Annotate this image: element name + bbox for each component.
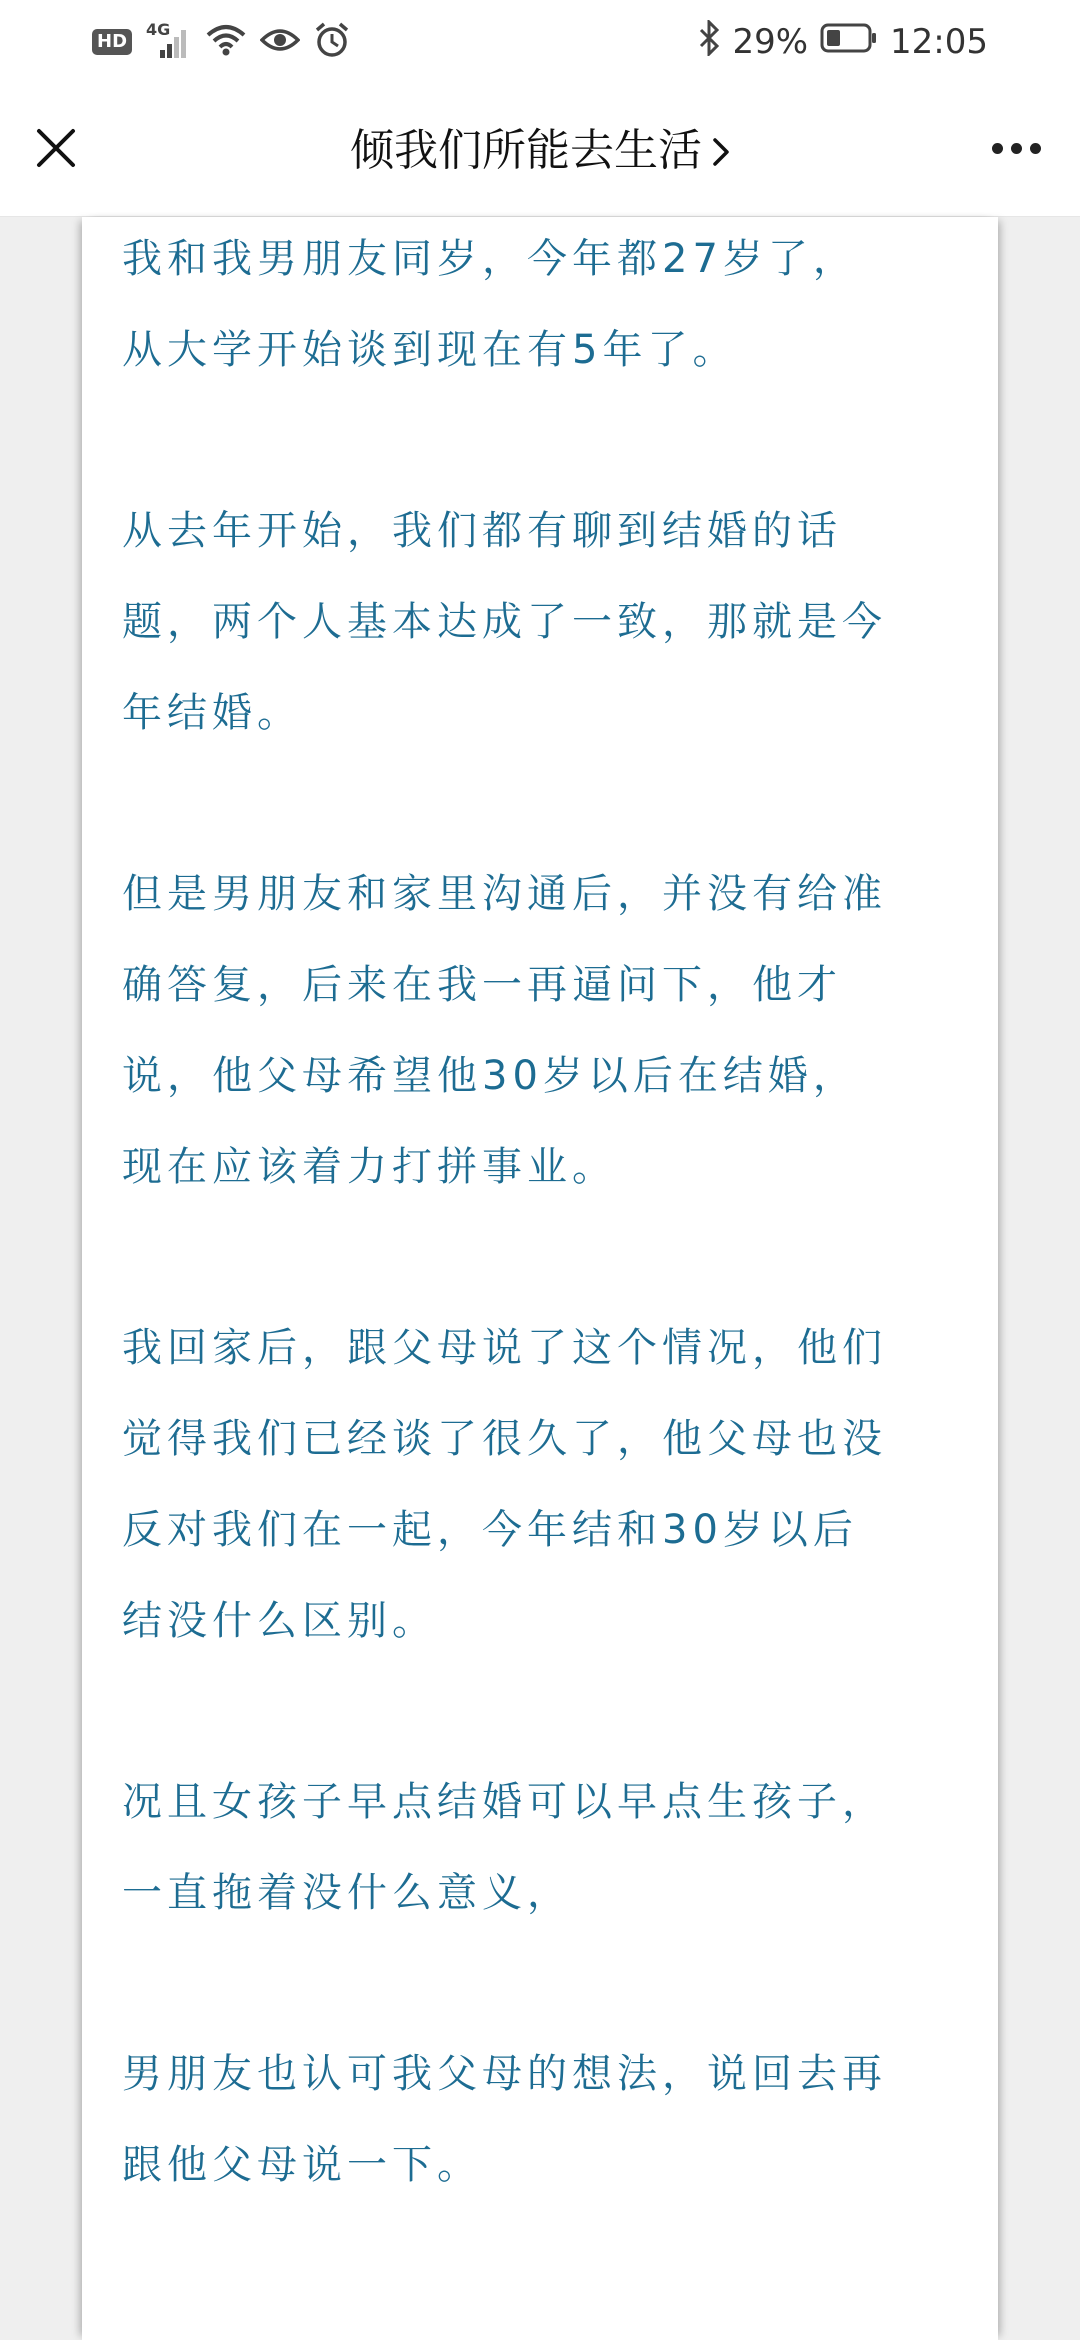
article-line: 跟他父母说一下。 (122, 2142, 482, 2188)
navigation-bar (0, 84, 1080, 217)
more-icon-dot (1030, 143, 1041, 154)
article-line: 现在应该着力打拼事业。 (122, 1144, 617, 1190)
more-icon-dot (1011, 143, 1022, 154)
article-line: 但是男朋友和家里沟通后，并没有给准 (122, 871, 887, 917)
eye-icon (260, 25, 300, 59)
more-options-button[interactable] (980, 120, 1052, 176)
article-line: 从大学开始谈到现在有5年了。 (122, 327, 738, 373)
chevron-right-icon (712, 126, 730, 180)
more-icon-dot (992, 143, 1003, 154)
article-line: 我回家后，跟父母说了这个情况，他们 (122, 1325, 887, 1371)
article-line: 男朋友也认可我父母的想法，说回去再 (122, 2051, 887, 2097)
network-type-label: 4G (146, 20, 171, 39)
article-line: 题，两个人基本达成了一致，那就是今 (122, 599, 887, 645)
wifi-icon (206, 23, 246, 61)
article-line: 反对我们在一起，今年结和30岁以后 (122, 1507, 858, 1553)
article-line: 结没什么区别。 (122, 1598, 437, 1644)
hd-badge: HD (92, 29, 132, 55)
page-title: 倾我们所能去生活 (350, 125, 702, 176)
status-bar (0, 0, 1080, 84)
article-line: 一直拖着没什么意义， (122, 1870, 572, 1916)
article-line: 说，他父母希望他30岁以后在结婚， (122, 1053, 858, 1099)
battery-percent: 29% (732, 22, 809, 62)
close-button[interactable] (28, 120, 84, 176)
article-line: 确答复，后来在我一再逼问下，他才 (122, 962, 842, 1008)
status-icons-left (92, 22, 350, 62)
article-line: 况且女孩子早点结婚可以早点生孩子， (122, 1779, 887, 1825)
alarm-icon (314, 22, 350, 62)
article-line: 年结婚。 (122, 690, 302, 736)
status-icons-right (698, 20, 988, 64)
article-line: 我和我男朋友同岁，今年都27岁了， (122, 236, 858, 282)
signal-icon (146, 20, 192, 60)
bluetooth-icon (698, 20, 720, 65)
clock-time: 12:05 (890, 22, 988, 62)
page-title-link[interactable] (200, 124, 880, 178)
close-icon (36, 128, 76, 168)
article-line: 觉得我们已经谈了很久了，他父母也没 (122, 1416, 887, 1462)
article-line: 从去年开始，我们都有聊到结婚的话 (122, 508, 842, 554)
battery-icon (820, 22, 878, 63)
article-card[interactable] (82, 217, 998, 2340)
